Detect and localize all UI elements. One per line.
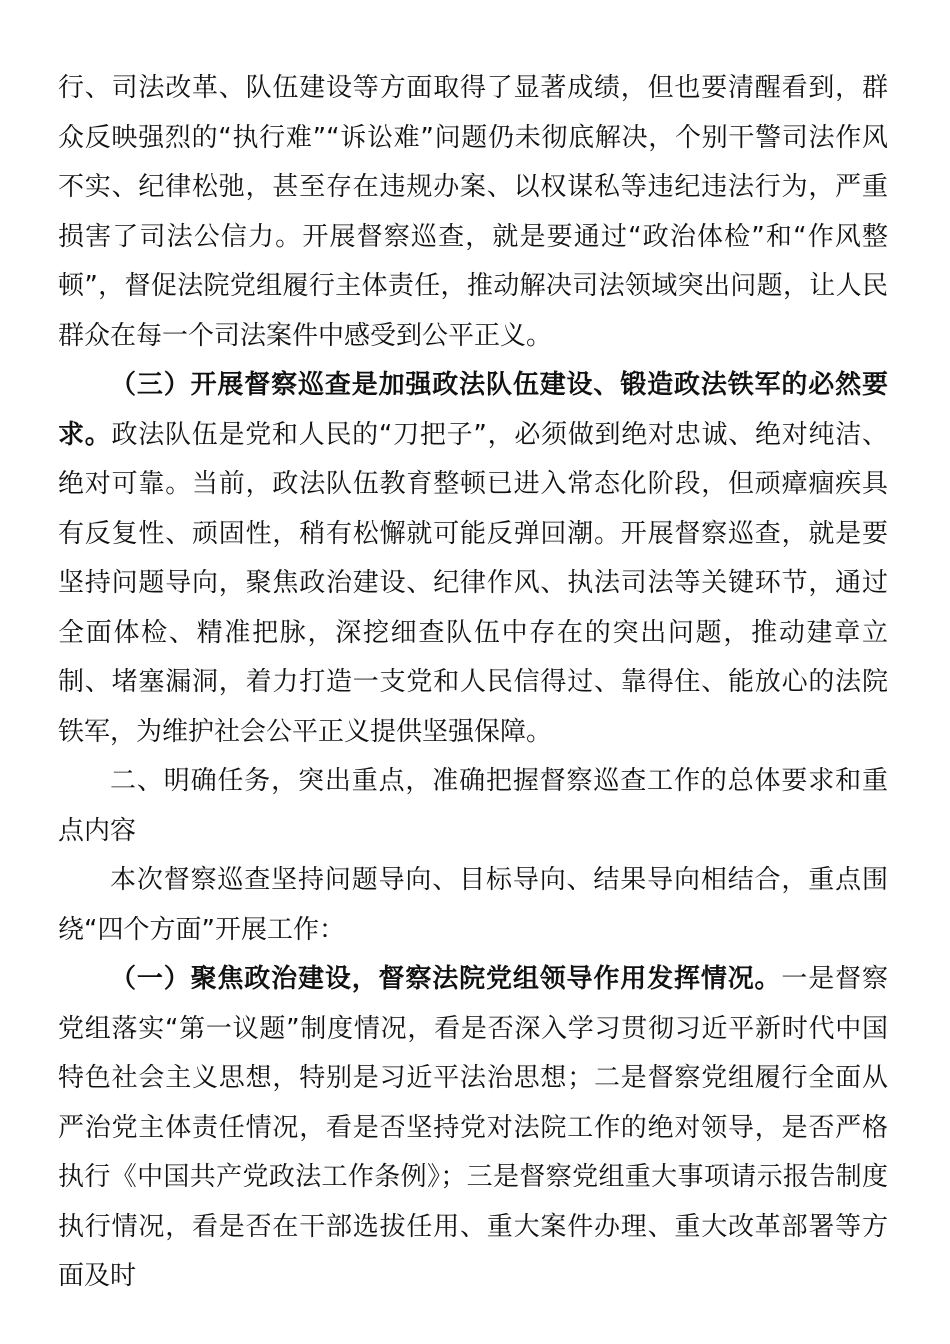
document-page (58, 64, 888, 1302)
paragraph-section-one (58, 955, 888, 1302)
paragraph-text: 政法队伍是党和人民的“刀把子”，必须做到绝对忠诚、绝对纯洁、绝对可靠。当前，政法队伍教育整顿已进入常态化阶段，但顽瘴痼疾具有反复性、顽固性，稍有松懈就可能反弹回潮。开展督察巡查，就是要坚持问题导向，聚焦政治建设、纪律作风、执法司法等关键环节，通过全面体检、精准把脉，深挖细查队伍中存在的突出问题，推动建章立制、堵塞漏洞，着力打造一支党和人民信得过、靠得住、能放心的法院铁军，为维护社会公平正义提供坚强保障。 (58, 419, 888, 747)
paragraph-intro (58, 856, 888, 955)
section-three-heading: （三）开展督察巡查是加强政法队伍建设、锻造政法铁军的必然要求。 (58, 370, 888, 450)
paragraph-continuation (58, 64, 888, 361)
section-one-heading: （一）聚焦政治建设，督察法院党组领导作用发挥情况。 (110, 964, 782, 994)
chapter-two-heading (58, 757, 888, 856)
paragraph-text: 一是督察党组落实“第一议题”制度情况，看是否深入学习贯彻习近平新时代中国特色社会主义思想，特别是习近平法治思想；二是督察党组履行全面从严治党主体责任情况，看是否坚持党对法院工作的绝对领导，是否严格执行《中国共产党政法工作条例》；三是督察党组重大事项请示报告制度执行情况，看是否在干部选拔任用、重大案件办理、重大改革部署等方面及时 (58, 964, 888, 1291)
paragraph-section-three (58, 361, 888, 757)
heading-text: 二、明确任务，突出重点，准确把握督察巡查工作的总体要求和重点内容 (58, 766, 888, 846)
paragraph-text: 本次督察巡查坚持问题导向、目标导向、结果导向相结合，重点围绕“四个方面”开展工作： (58, 865, 888, 945)
paragraph-text: 行、司法改革、队伍建设等方面取得了显著成绩，但也要清醒看到，群众反映强烈的“执行难”“诉讼难”问题仍未彻底解决，个别干警司法作风不实、纪律松弛，甚至存在违规办案、以权谋私等违纪违法行为，严重损害了司法公信力。开展督察巡查，就是要通过“政治体检”和“作风整顿”，督促法院党组履行主体责任，推动解决司法领域突出问题，让人民群众在每一个司法案件中感受到公平正义。 (58, 73, 888, 351)
